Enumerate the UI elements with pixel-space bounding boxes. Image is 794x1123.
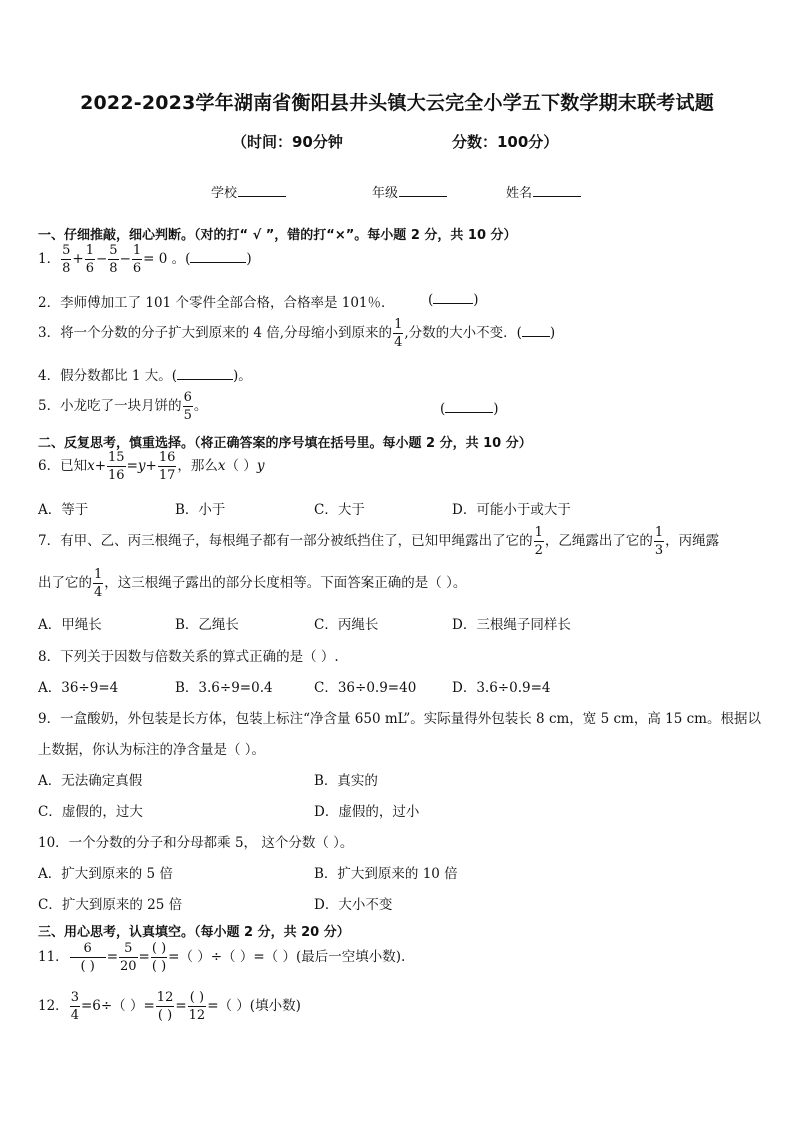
question-7-line-2: 出了它的 $\frac{1}{4}$ ，这三根绳子露出的部分长度相等。下面答案正确的是（ ）。 — [38, 567, 467, 600]
exam-time: （时间：90分钟 — [232, 133, 343, 151]
fraction: $\frac{12}{( )}$ — [156, 990, 174, 1023]
option-d[interactable]: D．大小不变 — [314, 897, 393, 913]
fraction: $\frac{1}{4}$ — [394, 317, 403, 350]
answer-paren[interactable]: ( ) — [428, 292, 479, 308]
fraction: $\frac{6}{( )}$ — [70, 942, 106, 973]
fraction: $\frac{( )}{( )}$ — [151, 941, 167, 974]
school-label: 学校 — [211, 186, 238, 201]
option-a[interactable]: A．扩大到原来的 5 倍 — [38, 866, 173, 882]
option-c[interactable]: C．扩大到原来的 25 倍 — [38, 897, 183, 913]
section-2-heading: 二、反复思考，慎重选择。（将正确答案的序号填在括号里。每小题 2 分，共 10 分） — [38, 436, 532, 451]
question-5: 5．小龙吃了一块月饼的 $\frac{6}{5}$ 。 — [38, 390, 208, 423]
question-6: 6．已知x+ $\frac{15}{16}$ =y+ $\frac{16}{17}$ ，那么x（ ）y — [38, 450, 265, 483]
option-b[interactable]: B．真实的 — [314, 773, 378, 789]
answer-blank[interactable] — [190, 250, 246, 263]
fraction: $\frac{1}{3}$ — [654, 525, 664, 558]
question-8: 8．下列关于因数与倍数关系的算式正确的是（ ）. — [38, 649, 339, 665]
question-12: 12． $\frac{3}{4}$ =6÷（ ）= $\frac{12}{( )}$ = $\frac{( )}{12}$ =（ ）(填小数) — [38, 990, 301, 1023]
question-7-line-1: 7．有甲、乙、丙三根绳子，每根绳子都有一部分被纸挡住了，已知甲绳露出了它的 $\frac{1}{2}$ ，乙绳露出了它的 $\frac{1}{3}$ ，丙绳露 — [38, 525, 720, 558]
fraction: $\frac{5}{8}$ — [109, 243, 118, 276]
option-b[interactable]: B．乙绳长 — [175, 617, 239, 633]
school-field[interactable] — [211, 182, 286, 201]
name-field[interactable] — [506, 182, 581, 201]
option-c[interactable]: C．大于 — [314, 502, 365, 518]
option-a[interactable]: A．等于 — [38, 502, 89, 518]
section-3-heading: 三、用心思考，认真填空。（每小题 2 分，共 20 分） — [38, 925, 350, 940]
answer-blank[interactable] — [445, 400, 493, 413]
fraction: $\frac{( )}{12}$ — [188, 990, 206, 1023]
name-label: 姓名 — [506, 186, 533, 201]
page-title: 2022-2023学年湖南省衡阳县井头镇大云完全小学五下数学期末联考试题 — [80, 92, 714, 114]
answer-blank[interactable] — [177, 367, 233, 380]
answer-blank[interactable] — [522, 324, 550, 337]
fraction: $\frac{1}{2}$ — [534, 525, 543, 558]
option-c[interactable]: C．36÷0.9=40 — [314, 680, 417, 696]
option-d[interactable]: D．三根绳子同样长 — [452, 617, 571, 633]
question-1: 1． $\frac{5}{8}$ + $\frac{1}{6}$ − $\frac{5}{8}$ − $\frac{1}{6}$ = 0 。( ) — [38, 243, 252, 276]
school-blank[interactable] — [238, 184, 286, 197]
option-a[interactable]: A．无法确定真假 — [38, 773, 143, 789]
answer-blank[interactable] — [433, 291, 473, 304]
fraction: $\frac{1}{4}$ — [94, 567, 103, 600]
grade-label: 年级 — [372, 186, 399, 201]
name-blank[interactable] — [533, 184, 581, 197]
grade-field[interactable] — [372, 182, 447, 201]
fraction: $\frac{16}{17}$ — [158, 450, 176, 483]
answer-paren[interactable]: ( ) — [440, 401, 499, 417]
question-11: 11． $\frac{6}{( )}$ = $\frac{5}{20}$ = $\frac{( )}{( )}$ =（ ）÷（ ）=（ ）(最后一空填小数). — [38, 941, 406, 974]
option-d[interactable]: D．3.6÷0.9=4 — [452, 680, 551, 696]
option-d[interactable]: D．可能小于或大于 — [452, 502, 571, 518]
question-9-line-2: 上数据，你认为标注的净含量是（ ）。 — [38, 742, 266, 758]
section-1-heading: 一、仔细推敲，细心判断。（对的打“ √ ”，错的打“×”。每小题 2 分，共 10 分） — [38, 228, 517, 243]
question-9-line-1: 9．一盒酸奶，外包装是长方体，包装上标注“净含量 650 mL”。实际量得外包装长 8 cm，宽 5 cm，高 15 cm。根据以 — [38, 711, 761, 727]
fraction: $\frac{6}{5}$ — [183, 390, 192, 423]
fraction: $\frac{5}{20}$ — [120, 941, 137, 974]
option-b[interactable]: B．3.6÷9=0.4 — [175, 680, 273, 696]
option-b[interactable]: B．扩大到原来的 10 倍 — [314, 866, 458, 882]
option-b[interactable]: B．小于 — [175, 502, 226, 518]
option-a[interactable]: A．甲绳长 — [38, 617, 102, 633]
answer-paren[interactable]: （ ） — [225, 458, 257, 474]
question-3: 3．将一个分数的分子扩大到原来的 4 倍,分母缩小到原来的 $\frac{1}{4}$ ,分数的大小不变．( ) — [38, 317, 556, 350]
option-d[interactable]: D．虚假的，过小 — [314, 804, 420, 820]
option-a[interactable]: A．36÷9=4 — [38, 680, 119, 696]
option-c[interactable]: C．丙绳长 — [314, 617, 379, 633]
fraction: $\frac{1}{6}$ — [85, 243, 94, 276]
question-2: 2．李师傅加工了 101 个零件全部合格，合格率是 101％． — [38, 295, 395, 311]
exam-score: 分数：100分） — [452, 133, 559, 151]
q1-number: 1． — [38, 251, 61, 267]
fraction: $\frac{5}{8}$ — [62, 243, 71, 276]
fraction: $\frac{1}{6}$ — [132, 243, 142, 276]
option-c[interactable]: C．虚假的，过大 — [38, 804, 143, 820]
fraction: $\frac{15}{16}$ — [108, 450, 125, 483]
question-10: 10．一个分数的分子和分母都乘 5， 这个分数（ ）。 — [38, 835, 354, 851]
question-4: 4．假分数都比 1 大。( )。 — [38, 368, 252, 384]
fraction: $\frac{3}{4}$ — [70, 990, 79, 1023]
grade-blank[interactable] — [399, 184, 447, 197]
